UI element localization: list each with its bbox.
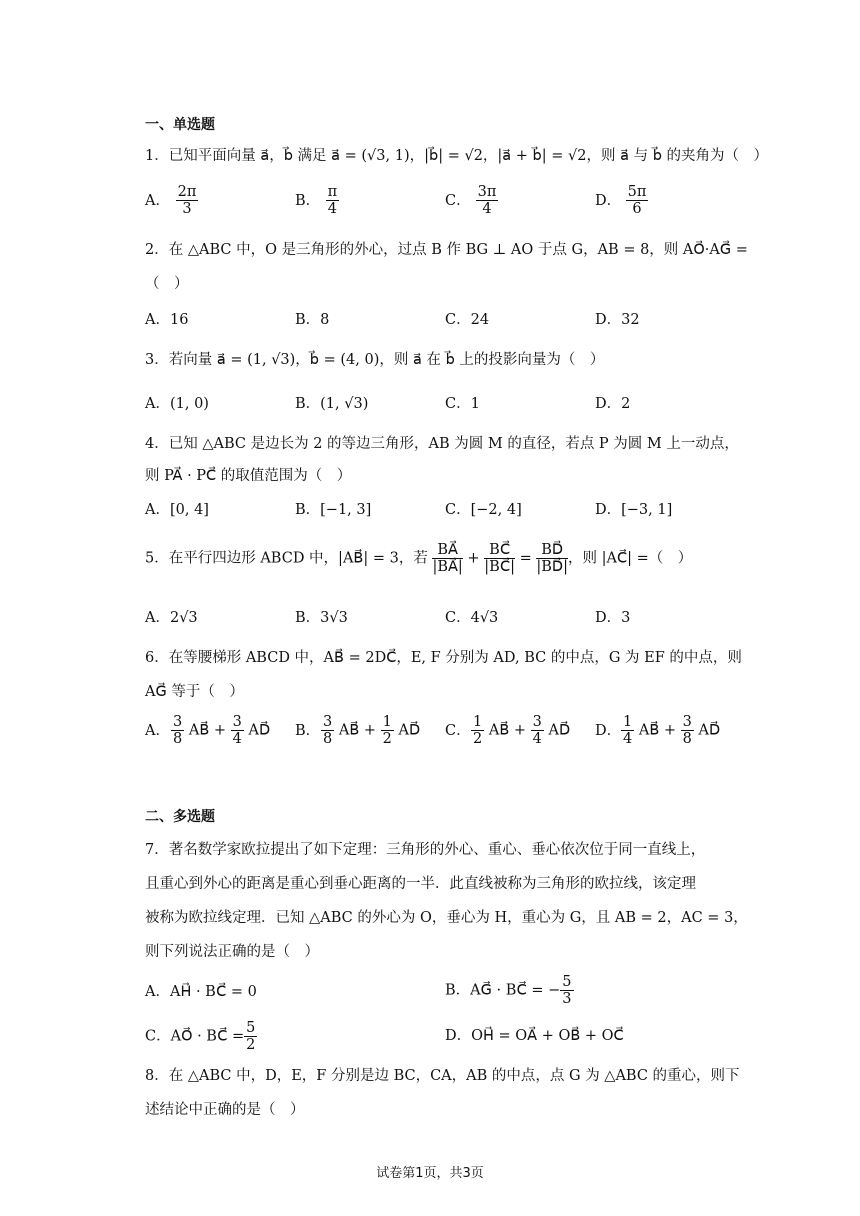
q5-option-a: A．2√3 [145, 610, 198, 626]
question-3-stem: 3．若向量 a⃗ = (1, √3)，b⃗ = (4, 0)，则 a⃗ 在 b⃗ 上的投影向量为（ ） [145, 352, 605, 368]
q2-option-b: B．8 [295, 312, 330, 328]
q1-option-a: A． $\frac{2\pi}{3}$ [145, 184, 197, 217]
q4-option-c: C．[−2, 4] [445, 502, 522, 518]
question-1-stem: 1．已知平面向量 a⃗，b⃗ 满足 a⃗ = (√3, 1)，|b⃗| = √2，|a⃗ + b⃗| = √2，则 a⃗ 与 b⃗ 的夹角为（ ） [145, 148, 769, 164]
q1-option-d: D． $\frac{5\pi}{6}$ [595, 184, 647, 217]
q6-option-d: D． $\frac{1}{4}$ AB⃗ + $\frac{3}{8}$ AD⃗ [595, 714, 721, 747]
q3-option-b: B．(1, √3) [295, 396, 369, 412]
question-7-stem-4: 则下列说法正确的是（ ） [145, 944, 319, 960]
q4-option-a: A．[0, 4] [145, 502, 209, 518]
q2-option-d: D．32 [595, 312, 640, 328]
question-6-stem: 6．在等腰梯形 ABCD 中，AB⃗ = 2DC⃗，E, F 分别为 AD, BC 的中点，G 为 EF 的中点，则 [145, 650, 742, 666]
question-2-stem-cont: （ ） [145, 276, 189, 292]
question-4-stem-cont: 则 PA⃗ · PC⃗ 的取值范围为（ ） [145, 468, 352, 484]
q4-option-b: B．[−1, 3] [295, 502, 372, 518]
q2-option-a: A．16 [145, 312, 189, 328]
section-title-multiple-choice: 二、多选题 [145, 809, 215, 825]
q7-option-a: A．AH⃗ · BC⃗ = 0 [145, 984, 257, 1000]
section-title-single-choice: 一、单选题 [145, 117, 215, 133]
q6-option-b: B． $\frac{3}{8}$ AB⃗ + $\frac{1}{2}$ AD⃗ [295, 714, 421, 747]
question-6-stem-cont: AG⃗ 等于（ ） [145, 684, 244, 700]
q5-option-d: D．3 [595, 610, 631, 626]
fraction-bc: $\frac{BC⃗}{|BC⃗|}$ [484, 542, 516, 575]
q5-option-c: C．4√3 [445, 610, 499, 626]
q7-option-d: D．OH⃗ = OA⃗ + OB⃗ + OC⃗ [445, 1028, 624, 1044]
question-7-stem: 7．著名数学家欧拉提出了如下定理：三角形的外心、重心、垂心依次位于同一直线上， [145, 842, 706, 858]
q2-option-c: C．24 [445, 312, 490, 328]
fraction-bd: $\frac{BD⃗}{|BD⃗|}$ [536, 542, 568, 575]
q4-option-d: D．[−3, 1] [595, 502, 673, 518]
question-7-stem-3: 被称为欧拉线定理．已知 △ABC 的外心为 O，垂心为 H，重心为 G，且 AB = 2，AC = 3， [145, 910, 748, 926]
page-footer: 试卷第1页，共3页 [376, 1166, 484, 1181]
q7-option-b: B．AG⃗ · BC⃗ = − $\frac{5}{3}$ [445, 974, 572, 1007]
q3-option-c: C．1 [445, 396, 480, 412]
question-8-stem-cont: 述结论中正确的是（ ） [145, 1102, 305, 1118]
q3-option-a: A．(1, 0) [145, 396, 209, 412]
question-7-stem-2: 且重心到外心的距离是重心到垂心距离的一半．此直线被称为三角形的欧拉线，该定理 [145, 876, 696, 892]
q3-option-d: D．2 [595, 396, 631, 412]
q7-option-c: C．AO⃗ · BC⃗ = $\frac{5}{2}$ [145, 1020, 256, 1053]
fraction-ba: $\frac{BA⃗}{|BA⃗|}$ [432, 542, 463, 575]
q6-option-a: A． $\frac{3}{8}$ AB⃗ + $\frac{3}{4}$ AD⃗ [145, 714, 271, 747]
q5-option-b: B．3√3 [295, 610, 348, 626]
q1-option-b: B． $\frac{\pi}{4}$ [295, 184, 338, 217]
question-2-stem: 2．在 △ABC 中，O 是三角形的外心，过点 B 作 BG ⊥ AO 于点 G，AB = 8，则 AO⃗·AG⃗ = [145, 242, 748, 258]
question-5-stem: 5．在平行四边形 ABCD 中，|AB⃗| = 3，若 $\frac{BA⃗}{|BA⃗|}$ + $\frac{BC⃗}{|BC⃗|}$ = $\frac{BD⃗}{|BD⃗|}$ ，则 |AC⃗| =（ ） [145, 542, 693, 575]
question-4-stem: 4．已知 △ABC 是边长为 2 的等边三角形，AB 为圆 M 的直径，若点 P 为圆 M 上一动点， [145, 436, 739, 452]
question-8-stem: 8．在 △ABC 中，D，E，F 分别是边 BC，CA，AB 的中点，点 G 为 △ABC 的重心，则下 [145, 1068, 740, 1084]
q1-option-c: C． $\frac{3\pi}{4}$ [445, 184, 497, 217]
q6-option-c: C． $\frac{1}{2}$ AB⃗ + $\frac{3}{4}$ AD⃗ [445, 714, 571, 747]
